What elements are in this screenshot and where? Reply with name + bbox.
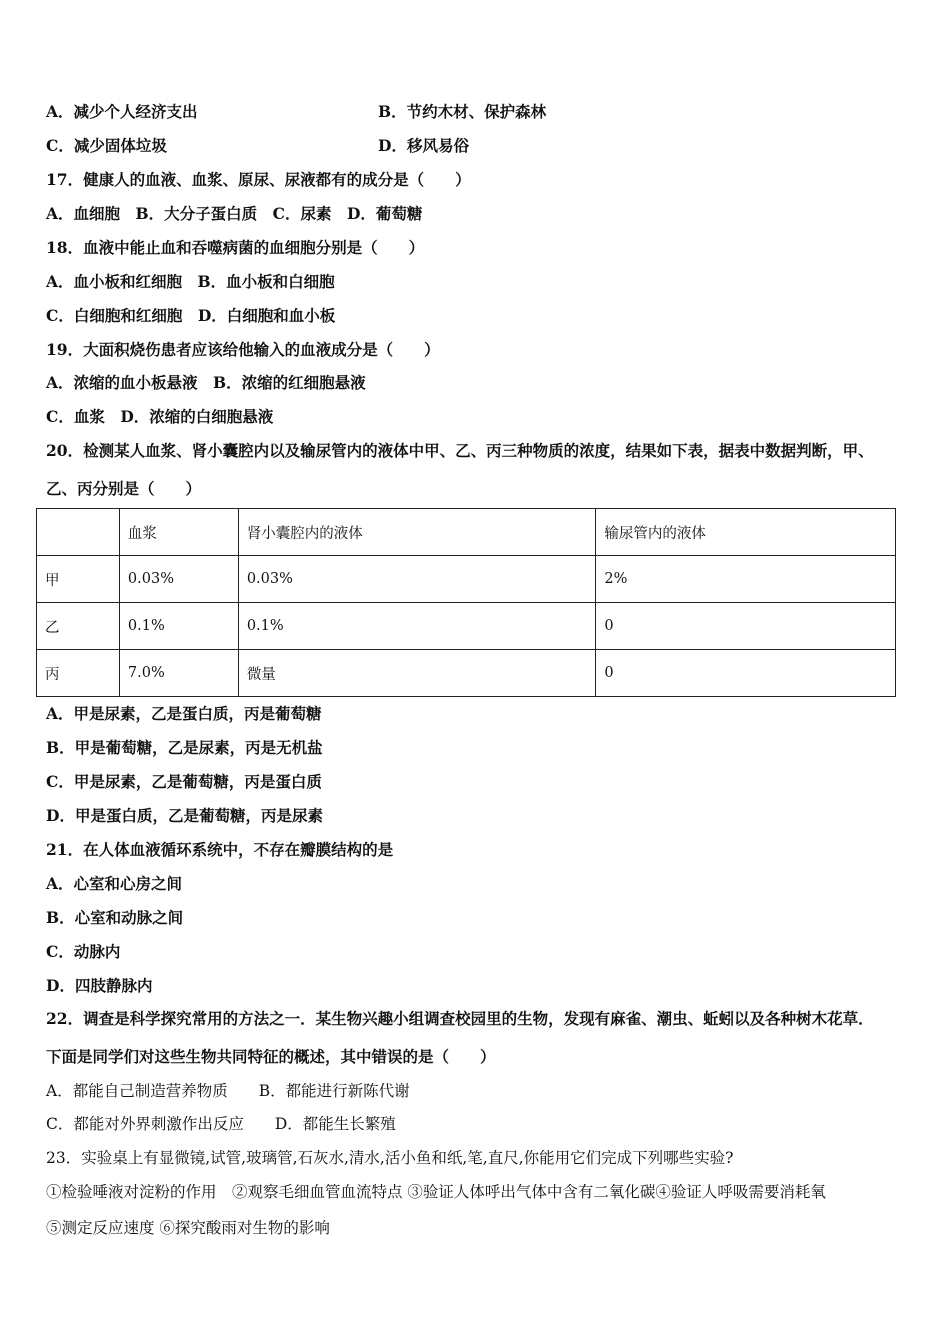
q16-option-d: D．移风易俗 bbox=[378, 136, 469, 155]
q21-stem: 21．在人体血液循环系统中，不存在瓣膜结构的是 bbox=[46, 840, 394, 859]
q21-option-a: A．心室和心房之间 bbox=[46, 874, 183, 893]
table-cell: 甲 bbox=[37, 556, 120, 603]
table-row bbox=[37, 603, 896, 650]
q21-option-b: B．心室和动脉之间 bbox=[46, 908, 184, 927]
table-cell: 0 bbox=[596, 603, 896, 650]
table-cell: 0 bbox=[596, 650, 896, 697]
q19-stem: 19．大面积烧伤患者应该给他输入的血液成分是（ ） bbox=[46, 340, 440, 359]
q20-data-table bbox=[36, 508, 896, 697]
q22-options-row1: A．都能自己制造营养物质 B．都能进行新陈代谢 bbox=[46, 1082, 410, 1100]
q18-options-row2: C．白细胞和红细胞 D．白细胞和血小板 bbox=[46, 306, 336, 325]
q16-option-a: A．减少个人经济支出 bbox=[46, 102, 198, 121]
table-header-cell: 输尿管内的液体 bbox=[596, 509, 896, 556]
q20-stem-line2: 乙、丙分别是（ ） bbox=[46, 479, 202, 498]
q16-option-b: B．节约木材、保护森林 bbox=[378, 102, 547, 121]
table-cell: 2% bbox=[596, 556, 896, 603]
table-row bbox=[37, 650, 896, 697]
table-cell: 0.1% bbox=[119, 603, 238, 650]
q22-options-row2: C．都能对外界刺激作出反应 D．都能生长繁殖 bbox=[46, 1115, 396, 1133]
q20-option-b: B．甲是葡萄糖，乙是尿素，丙是无机盐 bbox=[46, 738, 323, 757]
q23-experiments-line1: ①检验唾液对淀粉的作用 ②观察毛细血管血流特点 ③验证人体呼出气体中含有二氧化碳④验证人呼吸需要消耗氧 bbox=[46, 1183, 826, 1201]
q22-stem-line2: 下面是同学们对这些生物共同特征的概述，其中错误的是（ ） bbox=[46, 1047, 496, 1066]
q23-stem: 23．实验桌上有显微镜,试管,玻璃管,石灰水,清水,活小鱼和纸,笔,直尺,你能用它们完成下列哪些实验? bbox=[46, 1149, 734, 1167]
q21-option-c: C．动脉内 bbox=[46, 942, 121, 961]
table-cell: 微量 bbox=[238, 650, 596, 697]
q19-options-row1: A．浓缩的血小板悬液 B．浓缩的红细胞悬液 bbox=[46, 373, 366, 392]
q17-options: A．血细胞 B．大分子蛋白质 C．尿素 D．葡萄糖 bbox=[46, 204, 423, 223]
q21-option-d: D．四肢静脉内 bbox=[46, 976, 153, 995]
table-cell: 0.03% bbox=[119, 556, 238, 603]
table-cell: 丙 bbox=[37, 650, 120, 697]
table-cell: 0.1% bbox=[238, 603, 596, 650]
table-header-cell: 血浆 bbox=[119, 509, 238, 556]
table-cell: 7.0% bbox=[119, 650, 238, 697]
table-cell: 乙 bbox=[37, 603, 120, 650]
table-row bbox=[37, 556, 896, 603]
q23-experiments-line2: ⑤测定反应速度 ⑥探究酸雨对生物的影响 bbox=[46, 1219, 330, 1237]
q20-stem-line1: 20．检测某人血浆、肾小囊腔内以及输尿管内的液体中甲、乙、丙三种物质的浓度，结果如下表，据表中数据判断，甲、 bbox=[46, 441, 874, 460]
table-header-row bbox=[37, 509, 896, 556]
q20-option-a: A．甲是尿素，乙是蛋白质，丙是葡萄糖 bbox=[46, 704, 322, 723]
table-cell: 0.03% bbox=[238, 556, 596, 603]
q19-options-row2: C．血浆 D．浓缩的白细胞悬液 bbox=[46, 407, 274, 426]
q16-option-c: C．减少固体垃圾 bbox=[46, 136, 167, 155]
q22-stem-line1: 22．调查是科学探究常用的方法之一．某生物兴趣小组调查校园里的生物，发现有麻雀、潮虫、蚯蚓以及各种树木花草． bbox=[46, 1009, 874, 1028]
table-header-cell bbox=[37, 509, 120, 556]
q18-options-row1: A．血小板和红细胞 B．血小板和白细胞 bbox=[46, 272, 335, 291]
q20-option-d: D．甲是蛋白质，乙是葡萄糖，丙是尿素 bbox=[46, 806, 323, 825]
table-header-cell: 肾小囊腔内的液体 bbox=[238, 509, 596, 556]
q17-stem: 17．健康人的血液、血浆、原尿、尿液都有的成分是（ ） bbox=[46, 170, 471, 189]
q20-option-c: C．甲是尿素，乙是葡萄糖，丙是蛋白质 bbox=[46, 772, 322, 791]
q18-stem: 18．血液中能止血和吞噬病菌的血细胞分别是（ ） bbox=[46, 238, 425, 257]
